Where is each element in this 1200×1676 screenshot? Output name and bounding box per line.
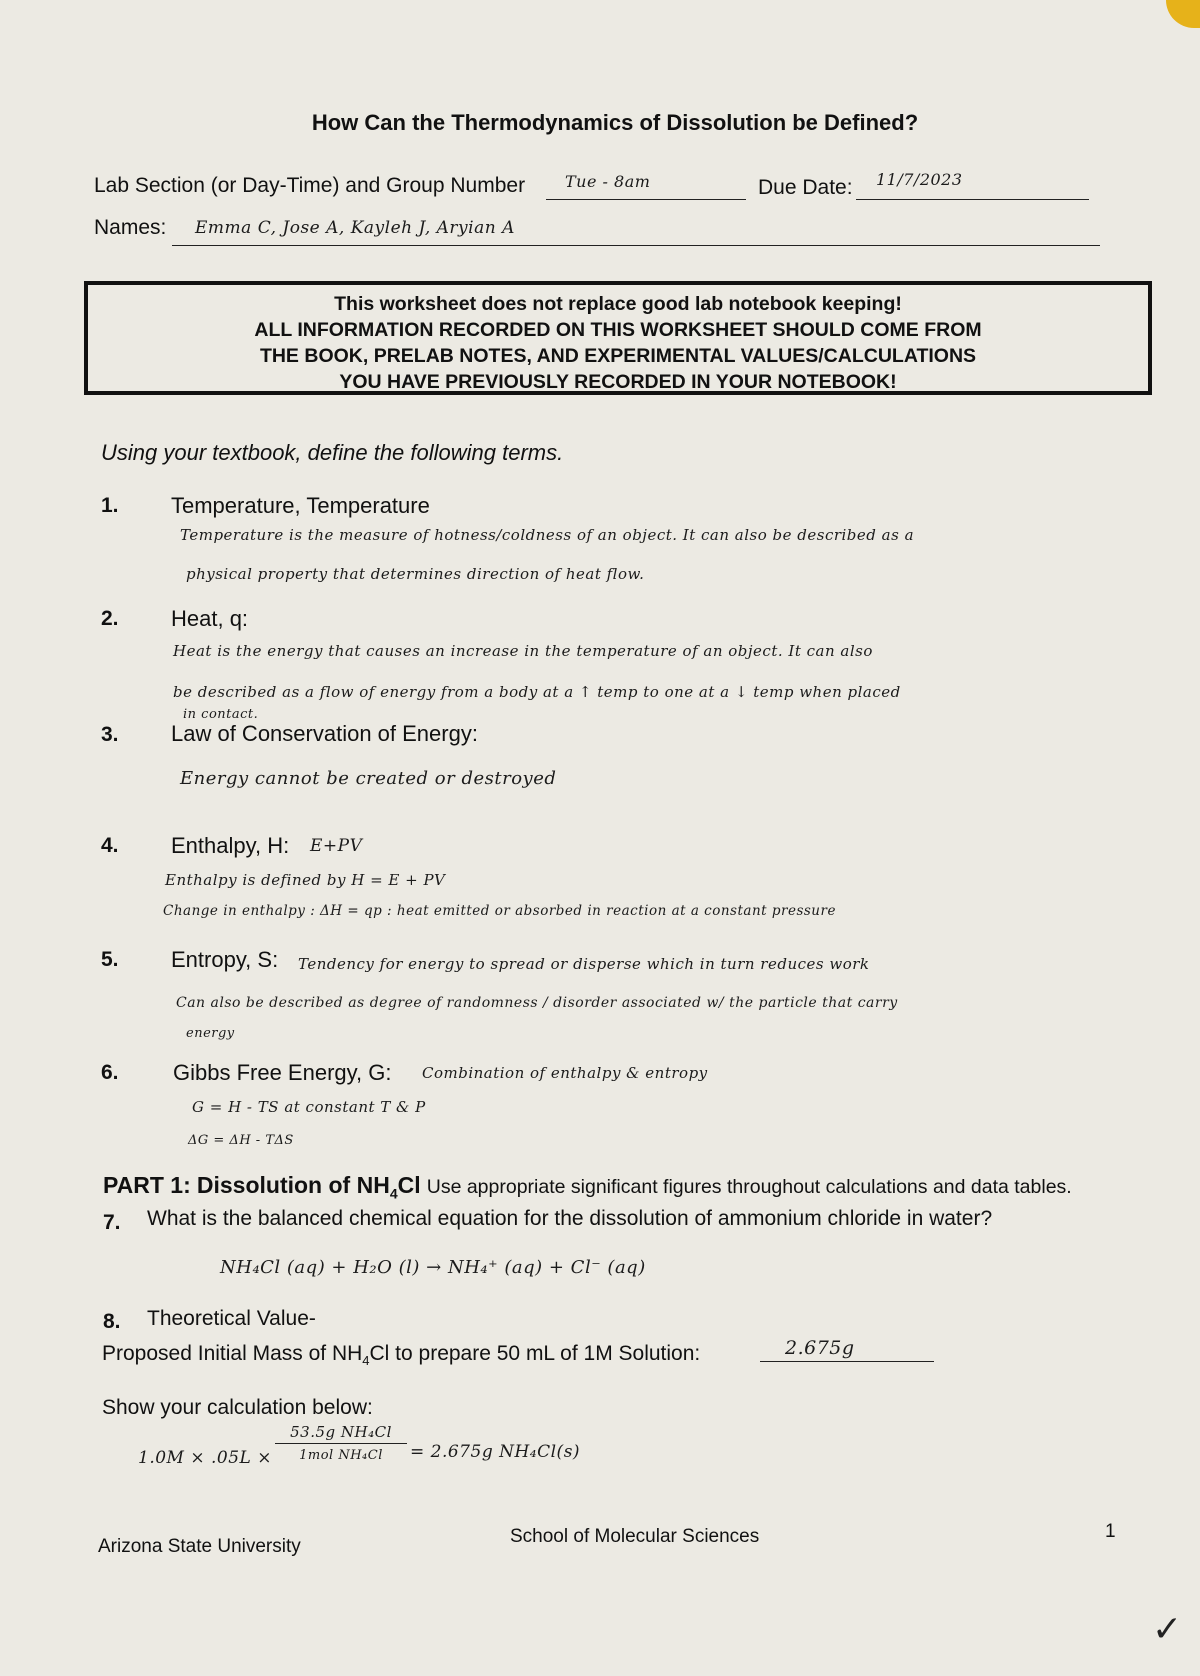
calc-label: Show your calculation below: [102,1396,373,1419]
entropy-inline-answer[interactable]: Tendency for energy to spread or disperse which in turn reduces work [298,955,870,973]
worksheet-title: How Can the Thermodynamics of Dissolution be Defined? [311,110,919,135]
answer-heat-line-1[interactable]: Heat is the energy that causes an increase in the temperature of an object. It can also [173,642,873,660]
q7-text: What is the balanced chemical equation for the dissolution of ammonium chloride in water? [147,1207,993,1230]
names-label: Names: [94,216,167,239]
term-gibbs: Gibbs Free Energy, G: [173,1060,392,1085]
mass-answer-value[interactable]: 2.675g [785,1337,855,1359]
question-number: 4. [101,834,119,857]
question-number: 7. [103,1211,121,1234]
q7-equation-answer[interactable]: NH₄Cl (aq) + H₂O (l) → NH₄⁺ (aq) + Cl⁻ (aq) [220,1257,646,1278]
answer-conservation-energy[interactable]: Energy cannot be created or destroyed [180,768,557,789]
part1-heading [103,1172,1072,1202]
footer-university: Arizona State University [98,1536,301,1557]
names-line [172,245,1100,246]
gibbs-inline-answer[interactable]: Combination of enthalpy & entropy [422,1064,708,1082]
enthalpy-inline-answer[interactable]: E+PV [310,836,363,856]
lab-section-line [546,199,746,200]
due-date-label: Due Date: [758,176,853,199]
answer-gibbs-line-2[interactable]: ΔG = ΔH - TΔS [188,1133,294,1148]
calc-left[interactable]: 1.0M × .05L × [138,1448,272,1468]
answer-entropy-line-1[interactable]: Can also be described as degree of randomness / disorder associated w/ the particle that carry [176,995,898,1011]
calc-result[interactable]: = 2.675g NH₄Cl(s) [410,1442,581,1462]
answer-temperature-line-1[interactable]: Temperature is the measure of hotness/coldness of an object. It can also be described as a [180,526,915,544]
due-date-value[interactable]: 11/7/2023 [876,170,963,189]
instruction-text: Using your textbook, define the following terms. [101,440,564,465]
q8-mass-prompt: Proposed Initial Mass of $NH_4Cl$ to prepare 50 mL of 1M Solution: [102,1342,701,1369]
term-heat: Heat, q: [171,606,249,631]
answer-gibbs-line-1[interactable]: G = H - TS at constant T & P [192,1098,426,1116]
question-number: 1. [101,494,119,517]
notice-box [84,281,1152,395]
answer-enthalpy-line-1[interactable]: Enthalpy is defined by H = E + PV [165,871,446,889]
answer-temperature-line-2[interactable]: physical property that determines direction of heat flow. [186,565,645,583]
part1-label: PART 1: [103,1172,191,1198]
question-number: 6. [101,1061,119,1084]
part1-title: Dissolution of $NH_4Cl$ [196,1172,421,1202]
answer-entropy-line-2[interactable]: energy [186,1026,235,1041]
answer-enthalpy-line-2[interactable]: Change in enthalpy : ΔH = qp : heat emitted or absorbed in reaction at a constant pressure [163,903,836,919]
question-number: 5. [101,948,119,971]
notice-line-1: This worksheet does not replace good lab notebook keeping! [334,293,902,315]
calc-numerator[interactable]: 53.5g NH₄Cl [275,1423,407,1444]
page-number: 1 [1105,1521,1116,1542]
mass-answer-line [760,1361,934,1362]
term-enthalpy: Enthalpy, H: [171,833,290,858]
question-number: 3. [101,723,119,746]
names-value[interactable]: Emma C, Jose A, Kayleh J, Aryian A [195,218,515,238]
calc-fraction [275,1423,407,1463]
term-conservation-energy: Law of Conservation of Energy: [171,721,478,746]
q8-text: Theoretical Value- [147,1307,316,1330]
term-temperature: Temperature, Temperature [171,493,430,518]
footer-school: School of Molecular Sciences [510,1526,760,1547]
lab-section-value[interactable]: Tue - 8am [565,172,651,191]
term-entropy: Entropy, S: [171,947,279,972]
notice-line-3: THE BOOK, PRELAB NOTES, AND EXPERIMENTAL VALUES/CALCULATIONS [259,345,977,367]
notice-line-2: ALL INFORMATION RECORDED ON THIS WORKSHEET SHOULD COME FROM [254,319,982,341]
grader-check-mark: ✓ [1152,1608,1183,1649]
notice-line-4: YOU HAVE PREVIOUSLY RECORDED IN YOUR NOTEBOOK! [339,371,897,393]
due-date-line [856,199,1089,200]
part1-note: Use appropriate significant figures throughout calculations and data tables. [426,1176,1072,1198]
answer-heat-line-3[interactable]: in contact. [183,707,259,722]
answer-heat-line-2[interactable]: be described as a flow of energy from a body at a ↑ temp to one at a ↓ temp when placed [173,683,901,701]
question-number: 8. [103,1310,121,1333]
question-number: 2. [101,607,119,630]
calc-denominator[interactable]: 1mol NH₄Cl [299,1448,383,1463]
page-corner-mark [1166,0,1200,28]
lab-section-label: Lab Section (or Day-Time) and Group Number [94,174,526,197]
